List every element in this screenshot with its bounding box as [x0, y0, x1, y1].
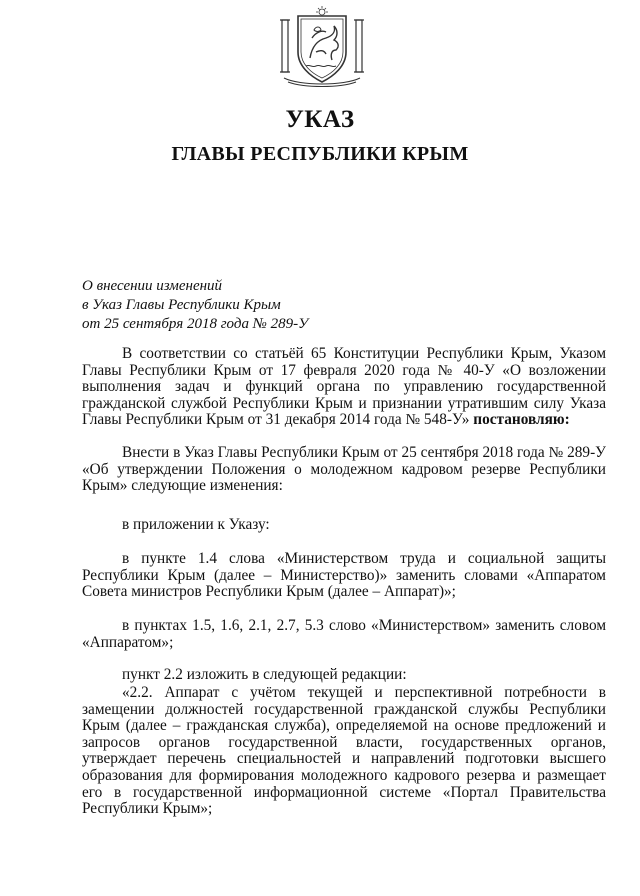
subject-line: в Указ Главы Республики Крым	[82, 297, 281, 313]
subject-line: О внесении изменений	[82, 278, 223, 294]
clause-1-4-text: в пункте 1.4 слова «Министерством труда и социальной защиты Республики Крым (далее – Министерство)» заменить словами «Аппаратом Совета министров Республики Крым (далее – Аппарат)»;	[82, 550, 606, 601]
document-subject	[82, 277, 308, 334]
decree-word: постановляю:	[473, 411, 570, 429]
clause-2-2-intro	[82, 667, 606, 684]
preamble-text: В соответствии со статьёй 65 Конституции Республики Крым, Указом Главы Республики Крым от 17 февраля 2020 года № 40-У «О возложении выполнения задач и функций органа по управлению государственной гражданской службой Республики Крым и признании утратившим силу Указа Главы Республики Крым от 31 декабря 2014 года № 548-У»	[82, 345, 606, 429]
clause-2-2-intro-text: пункт 2.2 изложить в следующей редакции:	[122, 666, 407, 683]
appendix-paragraph	[82, 517, 606, 534]
clause-2-2-text: «2.2. Аппарат с учётом текущей и перспективной потребности в замещении должностей государственной гражданской службы Республики Крым (далее – гражданская служба), определяемой на основе предложений и запросов органов государственной власти, государственных органов, утверждает перечень специальностей и направлений подготовки высшего образования для формирования молодежного кадрового резерва и размещает его в государственной информационной системе «Портал Правительства Республики Крым»;	[82, 684, 606, 818]
clause-1-4-paragraph	[82, 551, 606, 601]
preamble-paragraph	[82, 346, 606, 429]
amendment-paragraph	[82, 445, 606, 495]
clauses-list-paragraph	[82, 618, 606, 651]
amendment-text: Внести в Указ Главы Республики Крым от 25 сентября 2018 года № 289-У «Об утверждении Положения о молодежном кадровом резерве Республики Крым» следующие изменения:	[82, 444, 606, 495]
clause-2-2-paragraph	[82, 685, 606, 818]
document-subtitle: ГЛАВЫ РЕСПУБЛИКИ КРЫМ	[171, 143, 469, 165]
subject-line: от 25 сентября 2018 года № 289-У	[82, 316, 309, 332]
appendix-text: в приложении к Указу:	[122, 516, 270, 533]
clauses-list-text: в пунктах 1.5, 1.6, 2.1, 2.7, 5.3 слово «Министерством» заменить словом «Аппаратом»;	[82, 617, 606, 651]
document-title: УКАЗ	[285, 106, 355, 133]
crimea-coat-of-arms-emblem	[276, 6, 368, 88]
